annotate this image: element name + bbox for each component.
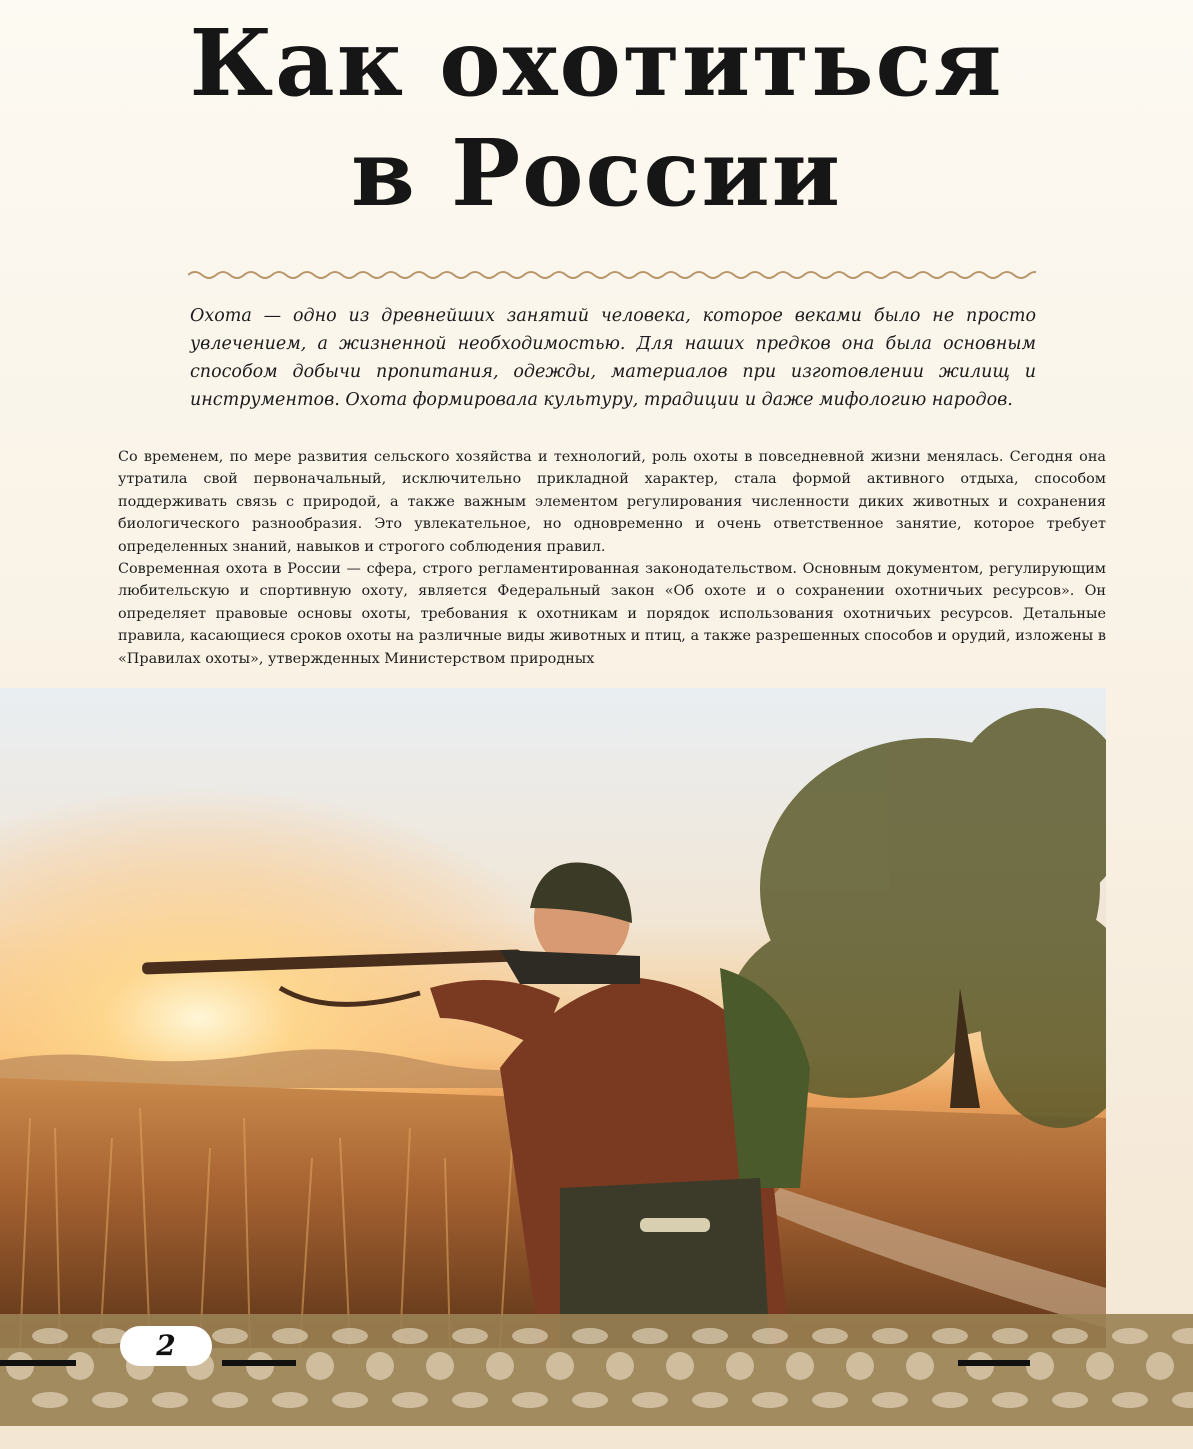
footer-rule-middle	[222, 1360, 296, 1366]
ornament-leaf	[572, 1328, 608, 1344]
ornament-leaf	[452, 1392, 488, 1408]
ornament-leaf	[932, 1328, 968, 1344]
page-title-line-2: в России	[350, 119, 842, 227]
ornament-leaf	[272, 1328, 308, 1344]
page-title-line-1: Как охотиться	[189, 9, 1004, 117]
ornament-leaf	[332, 1392, 368, 1408]
ornament-leaf	[692, 1328, 728, 1344]
ornament-leaf	[812, 1328, 848, 1344]
ornament-leaf	[872, 1392, 908, 1408]
ornament-leaf	[512, 1392, 548, 1408]
ornament-leaf	[992, 1392, 1028, 1408]
page-number: 2	[120, 1326, 212, 1366]
ornament-flower	[726, 1352, 754, 1380]
ornament-flower	[366, 1352, 394, 1380]
ornament-leaf	[212, 1328, 248, 1344]
ornament-leaf	[752, 1392, 788, 1408]
ornament-flower	[546, 1352, 574, 1380]
ornament-leaf	[392, 1392, 428, 1408]
ornament-flower	[426, 1352, 454, 1380]
ornament-flower	[66, 1352, 94, 1380]
ornament-flower	[846, 1352, 874, 1380]
ornament-flower	[6, 1352, 34, 1380]
ornament-leaf	[512, 1328, 548, 1344]
ornament-flower	[486, 1352, 514, 1380]
wavy-divider	[188, 266, 1036, 284]
ornament-leaf	[1052, 1392, 1088, 1408]
body-text	[118, 446, 1106, 672]
hunter-photo	[0, 688, 1106, 1348]
ornament-leaf	[452, 1328, 488, 1344]
ornament-leaf	[1052, 1328, 1088, 1344]
ornament-leaf	[92, 1392, 128, 1408]
ornament-flower	[1086, 1352, 1114, 1380]
ornament-flower	[1026, 1352, 1054, 1380]
ornament-leaf	[992, 1328, 1028, 1344]
ornament-leaf	[752, 1328, 788, 1344]
ornament-flower	[246, 1352, 274, 1380]
ornament-flower	[606, 1352, 634, 1380]
ornament-leaf	[152, 1392, 188, 1408]
ornament-leaf	[392, 1328, 428, 1344]
ornament-leaf	[272, 1392, 308, 1408]
ornament-flower	[666, 1352, 694, 1380]
footer-rule-left	[0, 1360, 76, 1366]
ornament-flower	[966, 1352, 994, 1380]
ornament-leaf	[872, 1328, 908, 1344]
body-paragraph-2: Современная охота в России — сфера, строго регламентированная законодательством. Основным документом, регулирующим любительскую и спортивную охоту, является Федеральный закон «Об охоте и о сохранении охотничьих ресурсов». Он определяет правовые основы охоты, требования к охотникам и порядок использования охотничьих ресурсов. Детальные правила, касающиеся сроков охоты на различные виды животных и птиц, а также разрешенных способов и орудий, изложены в «Правилах охоты», утвержденных Министерством природных	[118, 561, 1106, 667]
footer-rule-right	[958, 1360, 1030, 1366]
ornament-leaf	[32, 1328, 68, 1344]
ornament-leaf	[932, 1392, 968, 1408]
ornament-flower	[306, 1352, 334, 1380]
ornament-leaf	[632, 1392, 668, 1408]
ornament-flower	[1146, 1352, 1174, 1380]
ornament-leaf	[812, 1392, 848, 1408]
body-paragraph-1: Со временем, по мере развития сельского хозяйства и технологий, роль охоты в повседневной жизни менялась. Сегодня она утратила свой первоначальный, исключительно прикладной характер, стала формой активного отдыха, способом поддерживать связь с природой, а также важным элементом регулирования численности диких животных и сохранения биологического разнообразия. Это увлекательное, но одновременно и очень ответственное занятие, которое требует определенных знаний, навыков и строгого соблюдения правил.	[118, 449, 1106, 555]
ornament-leaf	[1112, 1392, 1148, 1408]
ornament-leaf	[212, 1392, 248, 1408]
ornament-leaf	[632, 1328, 668, 1344]
ornament-leaf	[332, 1328, 368, 1344]
intro-paragraph: Охота — одно из древнейших занятий человека, которое веками было не просто увлечением, а жизненной необходимостью. Для наших предков она была основным способом добычи пропитания, одежды, материалов при изготовлении жилищ и инструментов. Охота формировала культуру, традиции и даже мифологию народов.	[190, 306, 1036, 410]
ornament-leaf	[1112, 1328, 1148, 1344]
ornament-leaf	[572, 1392, 608, 1408]
ornament-leaf	[692, 1392, 728, 1408]
ornament-flower	[786, 1352, 814, 1380]
ornament-leaf	[32, 1392, 68, 1408]
ornament-flower	[906, 1352, 934, 1380]
